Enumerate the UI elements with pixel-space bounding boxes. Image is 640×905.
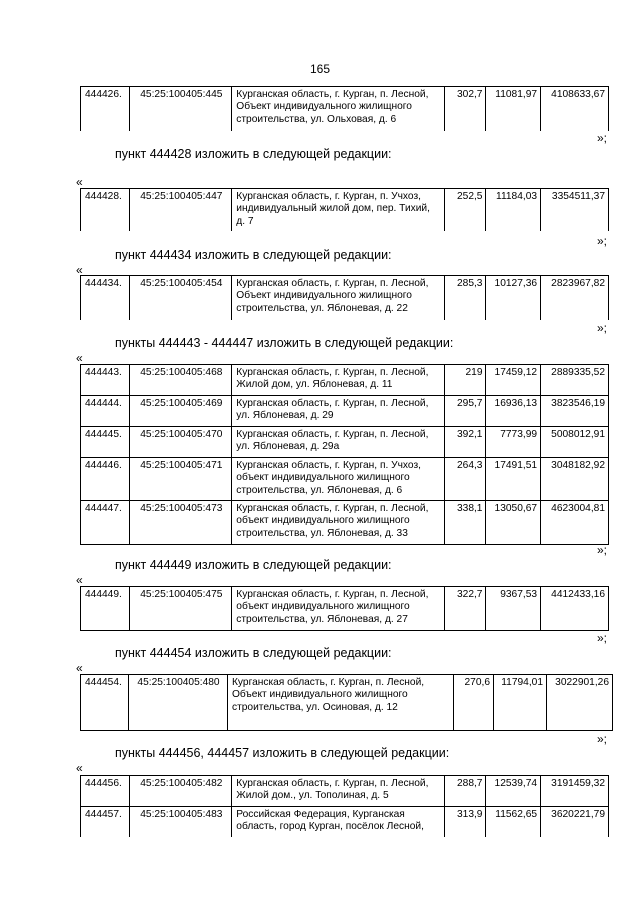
table-row (81, 87, 609, 131)
value-cell: 4623004,81 (541, 501, 609, 545)
closing-quote: »; (597, 131, 608, 145)
opening-quote: « (76, 263, 83, 277)
value-cell: 2823967,82 (541, 276, 609, 320)
cadastral-number: 45:25:100405:475 (130, 587, 232, 631)
amendment-heading: пункты 444456, 444457 изложить в следующей редакции: (115, 746, 450, 760)
page-number: 165 (309, 62, 331, 76)
cadastral-number: 45:25:100405:447 (130, 189, 232, 231)
amendment-heading: пункт 444428 изложить в следующей редакции: (115, 147, 392, 161)
closing-quote: »; (597, 543, 608, 557)
address-cell: Российская Федерация, Курганская область, город Курган, посёлок Лесной, (232, 807, 445, 837)
address-cell: Курганская область, г. Курган, п. Лесной, Объект индивидуального жилищного строительства, ул. Осиновая, д. 12 (228, 675, 454, 731)
area-cell: 288,7 (445, 776, 486, 807)
property-table (80, 275, 609, 320)
row-number: 444434. (81, 276, 130, 320)
area-cell: 338,1 (445, 501, 486, 545)
cadastral-number: 45:25:100405:480 (129, 675, 228, 731)
table-row (81, 807, 609, 837)
cadastral-number: 45:25:100405:470 (130, 427, 232, 458)
closing-quote: »; (597, 631, 608, 645)
table-row (81, 776, 609, 807)
value-cell: 3191459,32 (541, 776, 609, 807)
value-cell: 3022901,26 (547, 675, 613, 731)
opening-quote: « (76, 761, 83, 775)
amendment-heading: пункты 444443 - 444447 изложить в следующей редакции: (115, 336, 454, 350)
price-cell: 7773,99 (486, 427, 541, 458)
value-cell: 2889335,52 (541, 365, 609, 396)
opening-quote: « (76, 661, 83, 675)
area-cell: 285,3 (445, 276, 486, 320)
area-cell: 322,7 (445, 587, 486, 631)
property-table (80, 674, 613, 731)
area-cell: 302,7 (445, 87, 486, 131)
row-number: 444446. (81, 458, 130, 501)
value-cell: 3823546,19 (541, 396, 609, 427)
address-cell: Курганская область, г. Курган, п. Лесной, Жилой дом., ул. Тополиная, д. 5 (232, 776, 445, 807)
cadastral-number: 45:25:100405:469 (130, 396, 232, 427)
area-cell: 270,6 (454, 675, 494, 731)
table-row (81, 427, 609, 458)
row-number: 444443. (81, 365, 130, 396)
property-table (80, 775, 609, 837)
address-cell: Курганская область, г. Курган, п. Учхоз, индивидуальный жилой дом, пер. Тихий, д. 7 (232, 189, 445, 231)
price-cell: 12539,74 (486, 776, 541, 807)
price-cell: 10127,36 (486, 276, 541, 320)
cadastral-number: 45:25:100405:468 (130, 365, 232, 396)
value-cell: 3620221,79 (541, 807, 609, 837)
address-cell: Курганская область, г. Курган, п. Учхоз, объект индивидуального жилищного строительства, ул. Яблоневая, д. 6 (232, 458, 445, 501)
area-cell: 295,7 (445, 396, 486, 427)
cadastral-number: 45:25:100405:471 (130, 458, 232, 501)
closing-quote: »; (597, 321, 608, 335)
row-number: 444428. (81, 189, 130, 231)
property-table (80, 86, 609, 131)
row-number: 444456. (81, 776, 130, 807)
row-number: 444447. (81, 501, 130, 545)
cadastral-number: 45:25:100405:482 (130, 776, 232, 807)
address-cell: Курганская область, г. Курган, п. Лесной, Объект индивидуального жилищного строительства, ул. Ольховая, д. 6 (232, 87, 445, 131)
address-cell: Курганская область, г. Курган, п. Лесной, объект индивидуального жилищного строительства, ул. Яблоневая, д. 33 (232, 501, 445, 545)
row-number: 444445. (81, 427, 130, 458)
row-number: 444454. (81, 675, 129, 731)
area-cell: 219 (445, 365, 486, 396)
value-cell: 4412433,16 (541, 587, 609, 631)
table-row (81, 501, 609, 545)
price-cell: 11081,97 (486, 87, 541, 131)
area-cell: 264,3 (445, 458, 486, 501)
row-number: 444426. (81, 87, 130, 131)
price-cell: 9367,53 (486, 587, 541, 631)
cadastral-number: 45:25:100405:483 (130, 807, 232, 837)
property-table (80, 586, 609, 631)
price-cell: 17491,51 (486, 458, 541, 501)
value-cell: 4108633,67 (541, 87, 609, 131)
amendment-heading: пункт 444434 изложить в следующей редакции: (115, 248, 392, 262)
cadastral-number: 45:25:100405:445 (130, 87, 232, 131)
cadastral-number: 45:25:100405:454 (130, 276, 232, 320)
closing-quote: »; (597, 234, 608, 248)
table-row (81, 365, 609, 396)
price-cell: 16936,13 (486, 396, 541, 427)
row-number: 444457. (81, 807, 130, 837)
table-row (81, 276, 609, 320)
table-row (81, 675, 613, 731)
value-cell: 5008012,91 (541, 427, 609, 458)
amendment-heading: пункт 444449 изложить в следующей редакции: (115, 558, 392, 572)
opening-quote: « (76, 573, 83, 587)
opening-quote: « (76, 351, 83, 365)
address-cell: Курганская область, г. Курган, п. Лесной, Жилой дом, ул. Яблоневая, д. 11 (232, 365, 445, 396)
value-cell: 3048182,92 (541, 458, 609, 501)
table-row (81, 396, 609, 427)
table-row (81, 189, 609, 231)
row-number: 444444. (81, 396, 130, 427)
table-row (81, 458, 609, 501)
address-cell: Курганская область, г. Курган, п. Лесной, ул. Яблоневая, д. 29а (232, 427, 445, 458)
address-cell: Курганская область, г. Курган, п. Лесной, ул. Яблоневая, д. 29 (232, 396, 445, 427)
price-cell: 13050,67 (486, 501, 541, 545)
cadastral-number: 45:25:100405:473 (130, 501, 232, 545)
property-table (80, 364, 609, 545)
amendment-heading: пункт 444454 изложить в следующей редакции: (115, 646, 392, 660)
price-cell: 17459,12 (486, 365, 541, 396)
price-cell: 11562,65 (486, 807, 541, 837)
address-cell: Курганская область, г. Курган, п. Лесной, объект индивидуального жилищного строительства, ул. Яблоневая, д. 27 (232, 587, 445, 631)
opening-quote: « (76, 175, 83, 189)
area-cell: 392,1 (445, 427, 486, 458)
area-cell: 313,9 (445, 807, 486, 837)
row-number: 444449. (81, 587, 130, 631)
price-cell: 11794,01 (494, 675, 547, 731)
closing-quote: »; (597, 732, 608, 746)
property-table (80, 188, 609, 231)
table-row (81, 587, 609, 631)
area-cell: 252,5 (445, 189, 486, 231)
value-cell: 3354511,37 (541, 189, 609, 231)
price-cell: 11184,03 (486, 189, 541, 231)
address-cell: Курганская область, г. Курган, п. Лесной, Объект индивидуального жилищного строительства, ул. Яблоневая, д. 22 (232, 276, 445, 320)
